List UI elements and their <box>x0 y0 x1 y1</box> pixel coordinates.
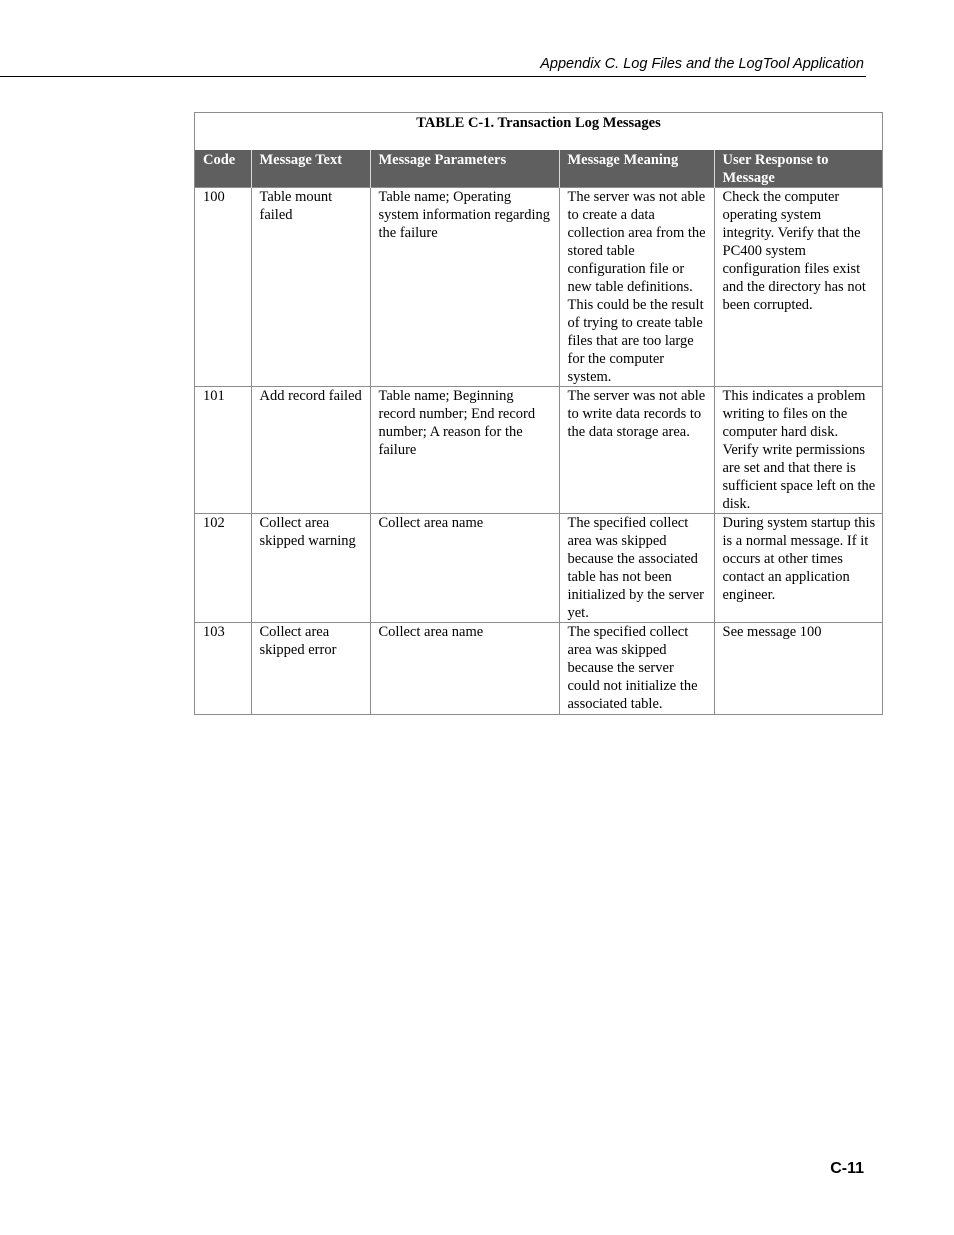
cell-code: 101 <box>195 387 251 514</box>
cell-user-response: Check the computer operating system integrity. Verify that the PC400 system configuration files exist and the directory has not been corrupted. <box>714 188 882 387</box>
cell-message-parameters: Table name; Operating system information regarding the failure <box>370 188 559 387</box>
table-row <box>195 387 882 514</box>
cell-message-text: Add record failed <box>251 387 370 514</box>
transaction-log-table <box>194 112 883 715</box>
cell-code: 102 <box>195 514 251 623</box>
cell-message-parameters: Collect area name <box>370 623 559 714</box>
cell-user-response: During system startup this is a normal message. If it occurs at other times contact an application engineer. <box>714 514 882 623</box>
column-header-message-meaning: Message Meaning <box>559 150 714 188</box>
cell-message-parameters: Collect area name <box>370 514 559 623</box>
column-header-user-response: User Response to Message <box>714 150 882 188</box>
cell-message-meaning: The server was not able to write data records to the data storage area. <box>559 387 714 514</box>
cell-code: 103 <box>195 623 251 714</box>
cell-code: 100 <box>195 188 251 387</box>
table-row <box>195 188 882 387</box>
cell-message-meaning: The server was not able to create a data collection area from the stored table configuration file or new table definitions. This could be the result of trying to create table files that are too large for the computer system. <box>559 188 714 387</box>
cell-message-text: Collect area skipped error <box>251 623 370 714</box>
column-header-message-parameters: Message Parameters <box>370 150 559 188</box>
cell-user-response: See message 100 <box>714 623 882 714</box>
page-number: C-11 <box>830 1160 864 1177</box>
table-row <box>195 514 882 623</box>
column-header-message-text: Message Text <box>251 150 370 188</box>
header-rule <box>0 76 866 77</box>
cell-message-meaning: The specified collect area was skipped because the server could not initialize the associated table. <box>559 623 714 714</box>
messages-table <box>195 150 882 714</box>
table-caption: TABLE C-1. Transaction Log Messages <box>416 115 661 131</box>
cell-message-parameters: Table name; Beginning record number; End record number; A reason for the failure <box>370 387 559 514</box>
column-header-code: Code <box>195 150 251 188</box>
running-header: Appendix C. Log Files and the LogTool Application <box>540 56 864 72</box>
cell-message-meaning: The specified collect area was skipped because the associated table has not been initialized by the server yet. <box>559 514 714 623</box>
table-row <box>195 623 882 714</box>
cell-message-text: Table mount failed <box>251 188 370 387</box>
cell-user-response: This indicates a problem writing to files on the computer hard disk. Verify write permissions are set and that there is sufficient space left on the disk. <box>714 387 882 514</box>
cell-message-text: Collect area skipped warning <box>251 514 370 623</box>
table-header-row <box>195 150 882 188</box>
